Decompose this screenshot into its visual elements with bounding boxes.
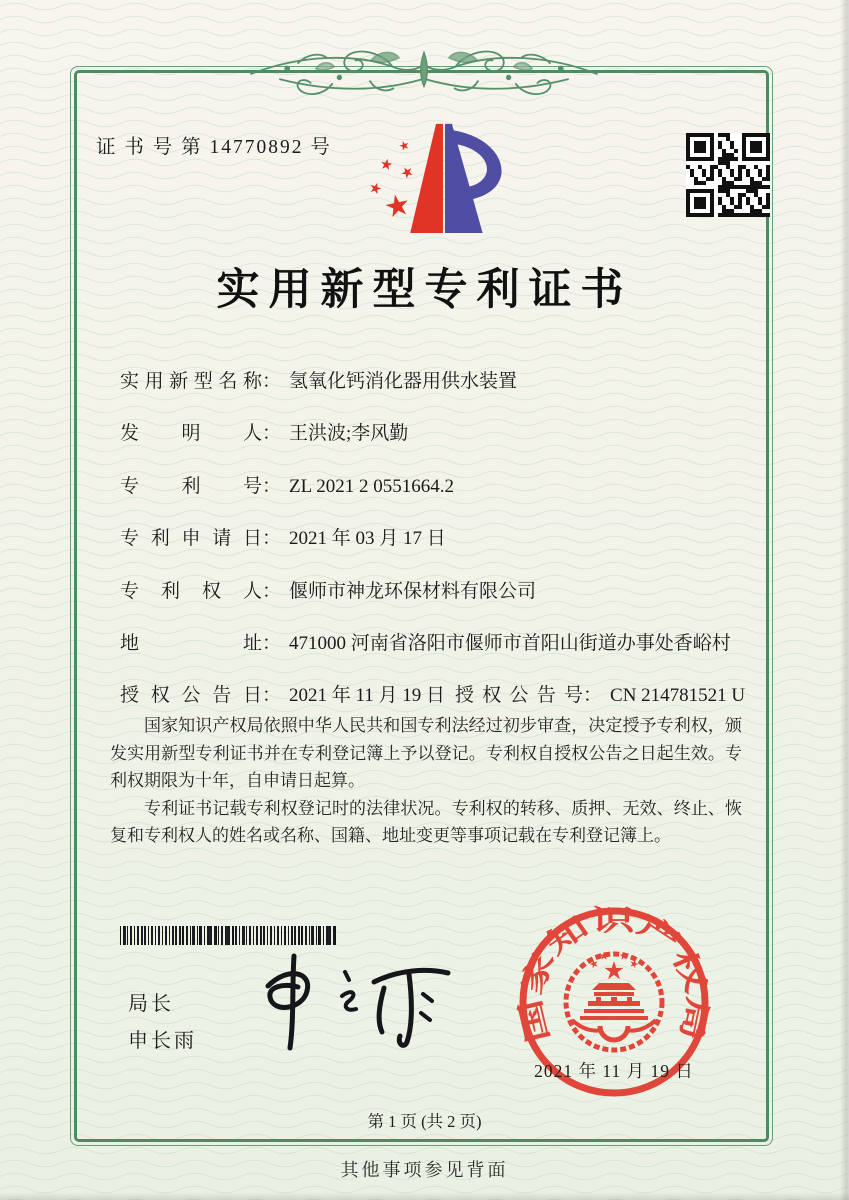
national-emblem: [566, 952, 662, 1051]
field-label: 专利权人: [120, 580, 262, 602]
certificate-number: 证 书 号 第 14770892 号: [96, 137, 332, 158]
page-number: 第 1 页 (共 2 页): [367, 1112, 482, 1131]
field-label: 授权公告日: [120, 685, 262, 707]
scan-edge-bottom: [0, 1192, 849, 1200]
field-label: 专利号: [120, 475, 262, 497]
field-row-filing-date: [120, 523, 750, 551]
field-value: 2021 年 11 月 19 日: [289, 685, 446, 707]
field-value: 471000 河南省洛阳市偃师市首阳山街道办事处香峪村: [289, 632, 731, 654]
field-colon: ：: [583, 685, 603, 707]
director-title: 局长: [128, 993, 174, 1015]
field-label: 授权公告号: [455, 685, 583, 707]
field-colon: ：: [262, 475, 282, 497]
field-label: 地址: [120, 632, 262, 654]
field-label: 专利申请日: [120, 528, 262, 550]
qr-code: [686, 133, 770, 217]
field-label: 实用新型名称: [120, 371, 262, 392]
top-ornament: [244, 40, 604, 106]
field-list: [120, 366, 750, 733]
scan-edge-right: [840, 0, 849, 1200]
paragraph-1: 国家知识产权局依照中华人民共和国专利法经过初步审查，决定授予专利权，颁发实用新型专利证书并在专利登记簿上予以登记。专利权自授权公告之日起生效。专利权期限为十年，自申请日起算。: [110, 716, 742, 791]
seal-text: 国家知识产权局: [515, 905, 714, 1046]
director-name: 申长雨: [128, 1030, 197, 1052]
director-signature: [248, 942, 463, 1060]
field-label: 发明人: [120, 423, 262, 445]
cnipa-logo: [352, 116, 524, 240]
field-row-inventor: [120, 418, 750, 446]
certificate-title: 实用新型专利证书: [216, 267, 633, 314]
field-value: ZL 2021 2 0551664.2: [289, 475, 455, 497]
field-row-patentee: [120, 576, 750, 604]
field-row-address: [120, 628, 750, 656]
field-colon: ：: [262, 371, 282, 392]
seal-date: 2021 年 11 月 19 日: [534, 1061, 694, 1081]
field-colon: ：: [262, 632, 282, 654]
legal-text: [110, 712, 742, 850]
field-colon: ：: [262, 685, 282, 707]
field-value: 王洪波;李风勤: [289, 423, 409, 445]
field-value: 氢氧化钙消化器用供水装置: [289, 371, 518, 392]
field-colon: ：: [262, 423, 282, 445]
director-block: [128, 986, 197, 1060]
field-colon: ：: [262, 580, 282, 602]
field-value: CN 214781521 U: [610, 685, 746, 707]
back-note: 其他事项参见背面: [340, 1160, 509, 1180]
paragraph-2: 专利证书记载专利权登记时的法律状况。专利权的转移、质押、无效、终止、恢复和专利权人的姓名或名称、国籍、地址变更等事项记载在专利登记簿上。: [110, 798, 742, 846]
field-value: 偃师市神龙环保材料有限公司: [289, 580, 537, 602]
field-grant-number: [455, 680, 745, 707]
field-row-grant: [120, 680, 750, 708]
field-row-name: [120, 366, 750, 394]
field-row-patent-no: [120, 471, 750, 499]
field-value: 2021 年 03 月 17 日: [289, 528, 446, 550]
field-colon: ：: [262, 528, 282, 550]
